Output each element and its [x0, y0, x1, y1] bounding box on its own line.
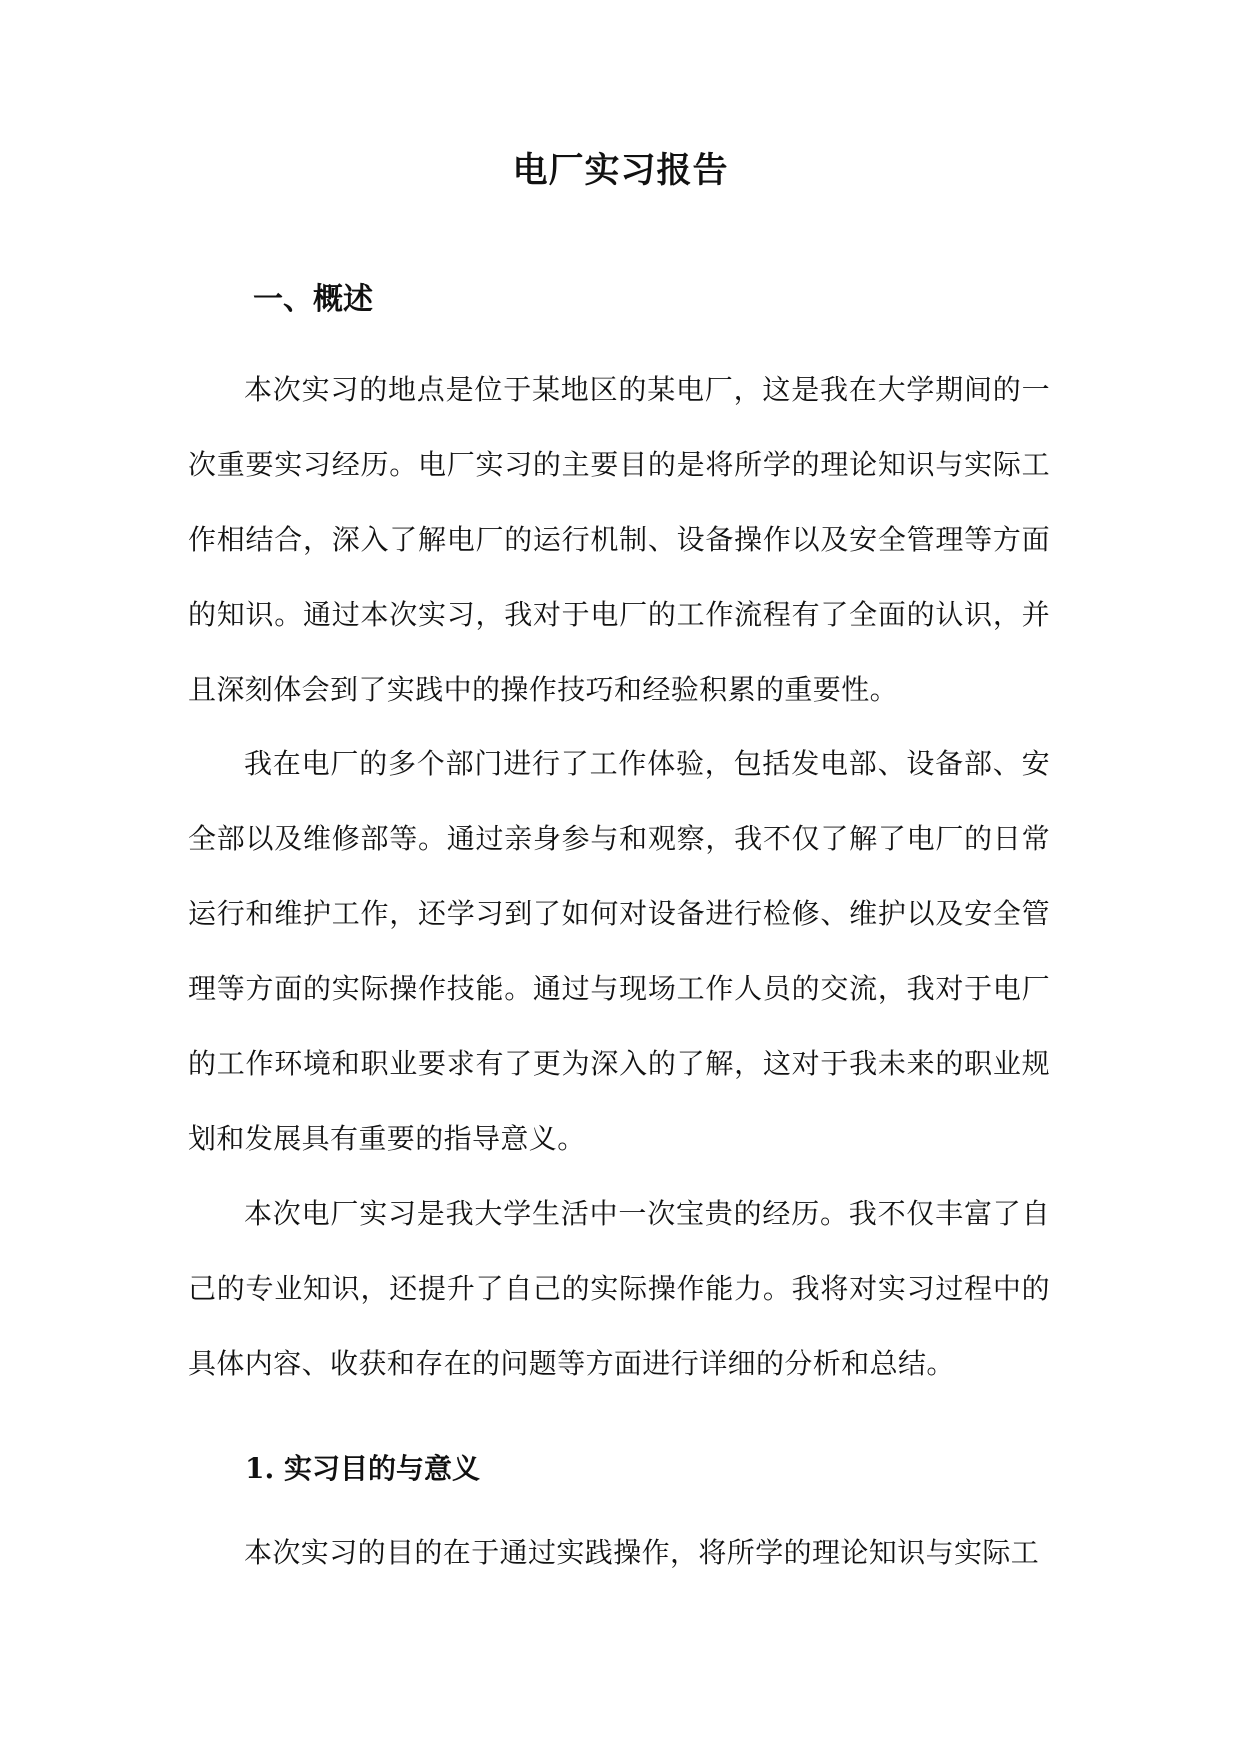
- subsection-heading-purpose: 1. 实习目的与意义: [245, 1452, 480, 1485]
- paragraph-2: 我在电厂的多个部门进行了工作体验，包括发电部、设备部、安全部以及维修部等。通过亲身参与和观察，我不仅了解了电厂的日常运行和维护工作，还学习到了如何对设备进行检修、维护以及安全管理等方面的实际操作技能。通过与现场工作人员的交流，我对于电厂的工作环境和职业要求有了更为深入的了解，这对于我未来的职业规划和发展具有重要的指导意义。: [188, 747, 1050, 1155]
- paragraph-3: 本次电厂实习是我大学生活中一次宝贵的经历。我不仅丰富了自己的专业知识，还提升了自己的实际操作能力。我将对实习过程中的具体内容、收获和存在的问题等方面进行详细的分析和总结。: [188, 1197, 1050, 1380]
- paragraph-4: 本次实习的目的在于通过实践操作，将所学的理论知识与实际工: [244, 1536, 1040, 1569]
- section-heading-overview: 一、概述: [253, 282, 373, 317]
- document-title: 电厂实习报告: [512, 150, 729, 191]
- paragraph-1: 本次实习的地点是位于某地区的某电厂，这是我在大学期间的一次重要实习经历。电厂实习的主要目的是将所学的理论知识与实际工作相结合，深入了解电厂的运行机制、设备操作以及安全管理等方面的知识。通过本次实习，我对于电厂的工作流程有了全面的认识，并且深刻体会到了实践中的操作技巧和经验积累的重要性。: [188, 373, 1050, 706]
